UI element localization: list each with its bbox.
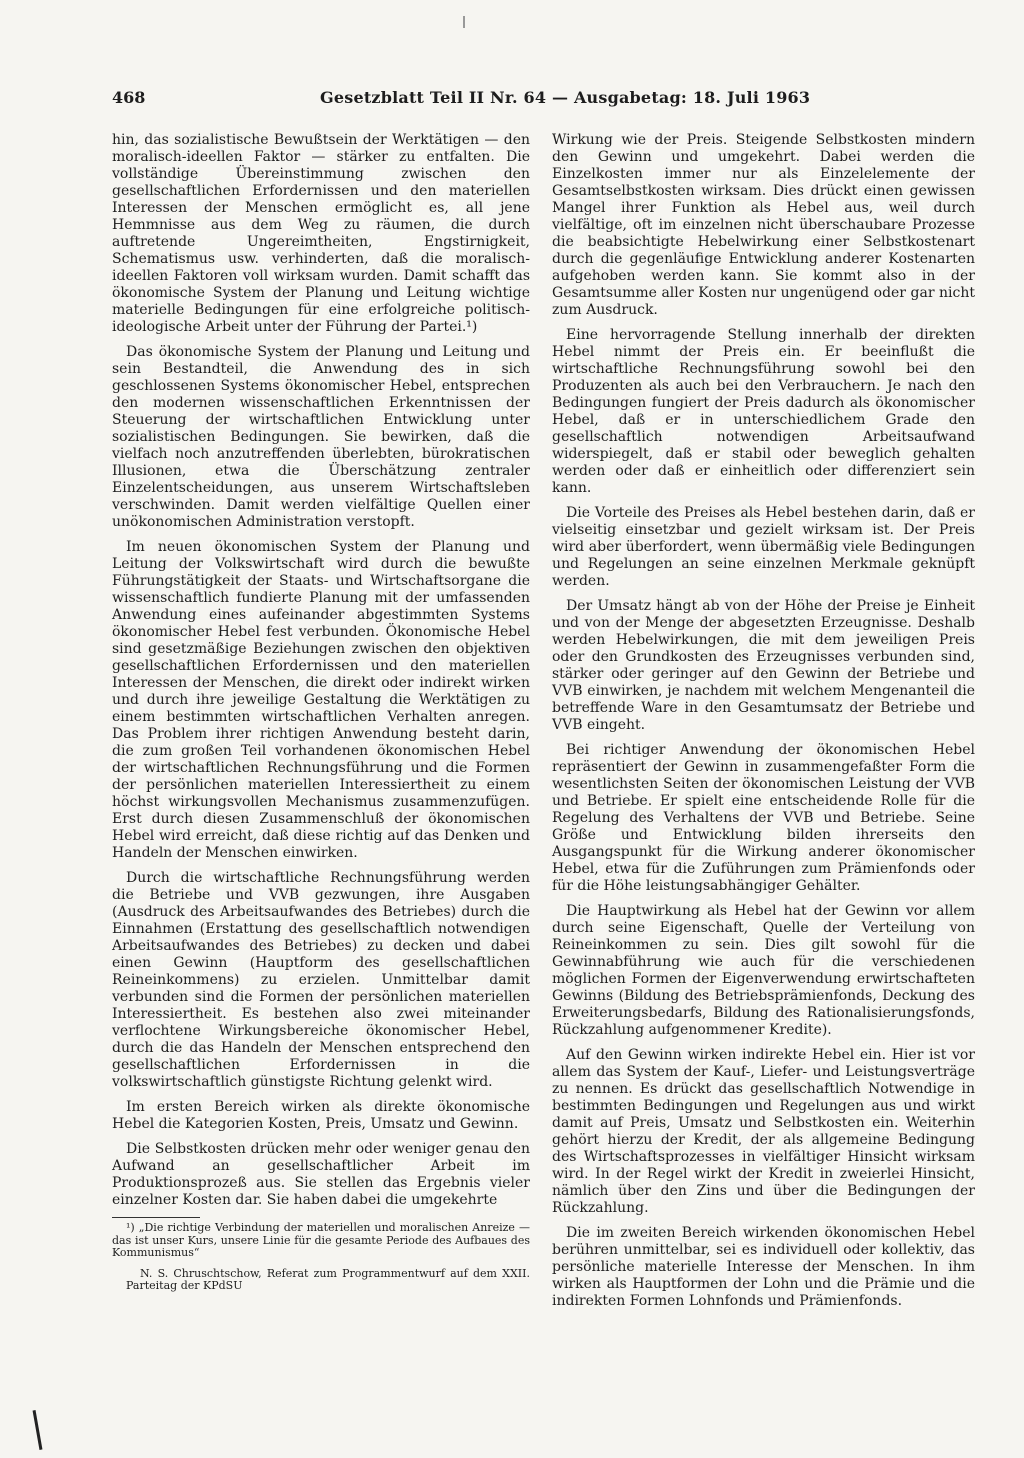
paragraph: Eine hervorragende Stellung innerhalb der direkten Hebel nimmt der Preis ein. Er beeinflußt die wirtschaftliche Rechnungsführung sowohl bei den Produzenten als auch bei den Verbrauchern. Je nach den Bedingungen fungiert der Preis dadurch als ökonomischer Hebel, daß er in unterschiedlichem Grade den gesellschaftlich notwendigen Arbeitsaufwand widerspiegelt, daß er stabil oder beweglich gehalten werden oder daß er einheitlich oder differenziert sein kann.	[552, 327, 975, 496]
right-column	[552, 132, 975, 1318]
paragraph: Das ökonomische System der Planung und Leitung und sein Bestandteil, die Anwendung des in sich geschlossenen Systems ökonomischer Hebel, entsprechen den modernen wissenschaftlichen Erkenntnissen der Steuerung der wirtschaftlichen Entwicklung unter sozialistischen Bedingungen. Sie bewirken, daß die vielfach noch anzutreffenden überlebten, bürokratischen Illusionen, etwa die Überschätzung zentraler Einzelentscheidungen, aus unserem Wirtschaftsleben verschwinden. Damit werden vielfältige Quellen einer unökonomischen Administration verstopft.	[112, 344, 530, 530]
paragraph: Im ersten Bereich wirken als direkte ökonomische Hebel die Kategorien Kosten, Preis, Umsatz und Gewinn.	[112, 1099, 530, 1132]
paragraph: Die Vorteile des Preises als Hebel bestehen darin, daß er vielseitig einsetzbar und gezielt wirksam ist. Der Preis wird aber überfordert, wenn übermäßig viele Bedingungen und Regelungen an seine einzelnen Merkmale geknüpft werden.	[552, 505, 975, 589]
paragraph: Bei richtiger Anwendung der ökonomischen Hebel repräsentiert der Gewinn in zusammengefaßter Form die wesentlichsten Seiten der ökonomischen Leistung der VVB und Betriebe. Er spielt eine entscheidende Rolle für die Regelung des Verhaltens der VVB und Betriebe. Seine Größe und Entwicklung bilden ihrerseits den Ausgangspunkt für die Wirkung anderer ökonomischer Hebel, etwa für die Zuführungen zum Prämienfonds oder für die Höhe leistungsabhängiger Gehälter.	[552, 742, 975, 894]
paragraph: Durch die wirtschaftliche Rechnungsführung werden die Betriebe und VVB gezwungen, ihre Ausgaben (Ausdruck des Arbeitsaufwandes des Betriebes) durch die Einnahmen (Erstattung des gesellschaftlich notwendigen Arbeitsaufwandes des Betriebes) zu decken und dabei einen Gewinn (Hauptform des gesellschaftlichen Reineinkommens) zu erzielen. Unmittelbar damit verbunden sind die Formen der persönlichen materiellen Interessiertheit. Es bestehen also zwei miteinander verflochtene Wirkungsbereiche ökonomischer Hebel, durch die das Handeln der Menschen entsprechend den gesellschaftlichen Erfordernissen in die volkswirtschaftlich günstigste Richtung gelenkt wird.	[112, 870, 530, 1090]
left-column	[112, 132, 530, 1301]
paragraph: Die im zweiten Bereich wirkenden ökonomischen Hebel berühren unmittelbar, sei es individuell oder kollektiv, das persönliche materielle Interesse der Menschen. In ihm wirken als Hauptformen der Lohn und die Prämie und die indirekten Formen Lohnfonds und Prämienfonds.	[552, 1225, 975, 1309]
paragraph: Die Hauptwirkung als Hebel hat der Gewinn vor allem durch seine Eigenschaft, Quelle der Verteilung von Reineinkommen zu sein. Dies gilt sowohl für die Gewinnabführung wie auch für die verschiedenen möglichen Formen der Eigenverwendung erwirtschafteten Gewinns (Bildung des Betriebsprämienfonds, Deckung des Erweiterungsbedarfs, Bildung des Rationalisierungsfonds, Rückzahlung aufgenommener Kredite).	[552, 903, 975, 1038]
paragraph: Die Selbstkosten drücken mehr oder weniger genau den Aufwand an gesellschaftlicher Arbeit im Produktionsprozeß aus. Sie stellen das Ergebnis vieler einzelner Kosten dar. Sie haben dabei die umgekehrte	[112, 1141, 530, 1208]
footnote-attribution: N. S. Chruschtschow, Referat zum Programmentwurf auf dem XXII. Parteitag der KPdSU	[126, 1266, 530, 1292]
page-number: 468	[112, 88, 146, 107]
paragraph: Wirkung wie der Preis. Steigende Selbstkosten mindern den Gewinn und umgekehrt. Dabei werden die Einzelkosten immer nur als Einzelelemente der Gesamtselbstkosten wirksam. Dies drückt einen gewissen Mangel ihrer Funktion als Hebel aus, weil durch vielfältige, oft im einzelnen nicht überschaubare Prozesse die beabsichtigte Hebelwirkung einer Selbstkostenart durch die gegenläufige Entwicklung anderer Kostenarten aufgehoben werden kann. Sie kommt also in der Gesamtsumme aller Kosten nur ungenügend oder gar nicht zum Ausdruck.	[552, 132, 975, 318]
page-header	[112, 88, 912, 110]
paragraph: Auf den Gewinn wirken indirekte Hebel ein. Hier ist vor allem das System der Kauf-, Liefer- und Leistungsverträge zu nennen. Es drückt das gesellschaftlich Notwendige in bestimmten Bedingungen und Regelungen aus und wirkt damit auf Preis, Umsatz und Selbstkosten ein. Weiterhin gehört hierzu der Kredit, der als allgemeine Bedingung des Wirtschaftsprozesses in vielfältiger Hinsicht wirksam wird. In der Regel wirkt der Kredit in zweierlei Hinsicht, nämlich über den Zins und über die Bedingungen der Rückzahlung.	[552, 1047, 975, 1216]
paragraph: Der Umsatz hängt ab von der Höhe der Preise je Einheit und von der Menge der abgesetzten Erzeugnisse. Deshalb werden Hebelwirkungen, die mit dem jeweiligen Preis oder den Grundkosten des Erzeugnisses verbunden sind, stärker oder geringer auf den Gewinn der Betriebe und VVB einwirken, je nachdem mit welchem Mengenanteil die betreffende Ware in den Gesamtumsatz der Betriebe und VVB eingeht.	[552, 598, 975, 733]
footnote-rule	[112, 1217, 200, 1218]
running-head: Gesetzblatt Teil II Nr. 64 — Ausgabetag: 18. Juli 1963	[320, 88, 811, 107]
footnote: ¹) „Die richtige Verbindung der materiellen und moralischen Anreize — das ist unser Kurs, unsere Linie für die gesamte Periode des Aufbaues des Kommunismus“	[112, 1221, 530, 1259]
paragraph: Im neuen ökonomischen System der Planung und Leitung der Volkswirtschaft wird durch die bewußte Führungstätigkeit der Staats- und Wirtschaftsorgane die wissenschaftlich fundierte Planung mit der umfassenden Anwendung eines aufeinander abgestimmten Systems ökonomischer Hebel fest verbunden. Ökonomische Hebel sind gesetzmäßige Beziehungen zwischen den objektiven gesellschaftlichen Erfordernissen und den materiellen Interessen der Menschen, die direkt oder indirekt wirken und durch ihre jeweilige Gestaltung die Werktätigen zu einem bestimmten wirtschaftlichen Verhalten anregen. Das Problem ihrer richtigen Anwendung besteht darin, die zum großen Teil vorhandenen ökonomischen Hebel der wirtschaftlichen Rechnungsführung und die Formen der persönlichen materiellen Interessiertheit zu einem höchst wirkungsvollen Mechanismus zusammenzufügen. Erst durch diesen Zusammenschluß der ökonomischen Hebel wird erreicht, daß diese richtig auf das Denken und Handeln der Menschen einwirken.	[112, 539, 530, 861]
paragraph: hin, das sozialistische Bewußtsein der Werktätigen — den moralisch-ideellen Faktor — stärker zu entfalten. Die vollständige Übereinstimmung zwischen den gesellschaftlichen Erfordernissen und den materiellen Interessen der Menschen ermöglicht es, all jene Hemmnisse aus dem Weg zu räumen, die durch auftretende Ungereimtheiten, Engstirnigkeit, Schematismus usw. verhinderten, daß die moralisch-ideellen Faktoren voll wirksam wurden. Damit schafft das ökonomische System der Planung und Leitung wichtige materielle Bedingungen für eine erfolgreiche politisch-ideologische Arbeit unter der Führung der Partei.¹)	[112, 132, 530, 335]
scan-mark-top	[463, 16, 465, 28]
scan-mark-bottom	[33, 1410, 43, 1450]
